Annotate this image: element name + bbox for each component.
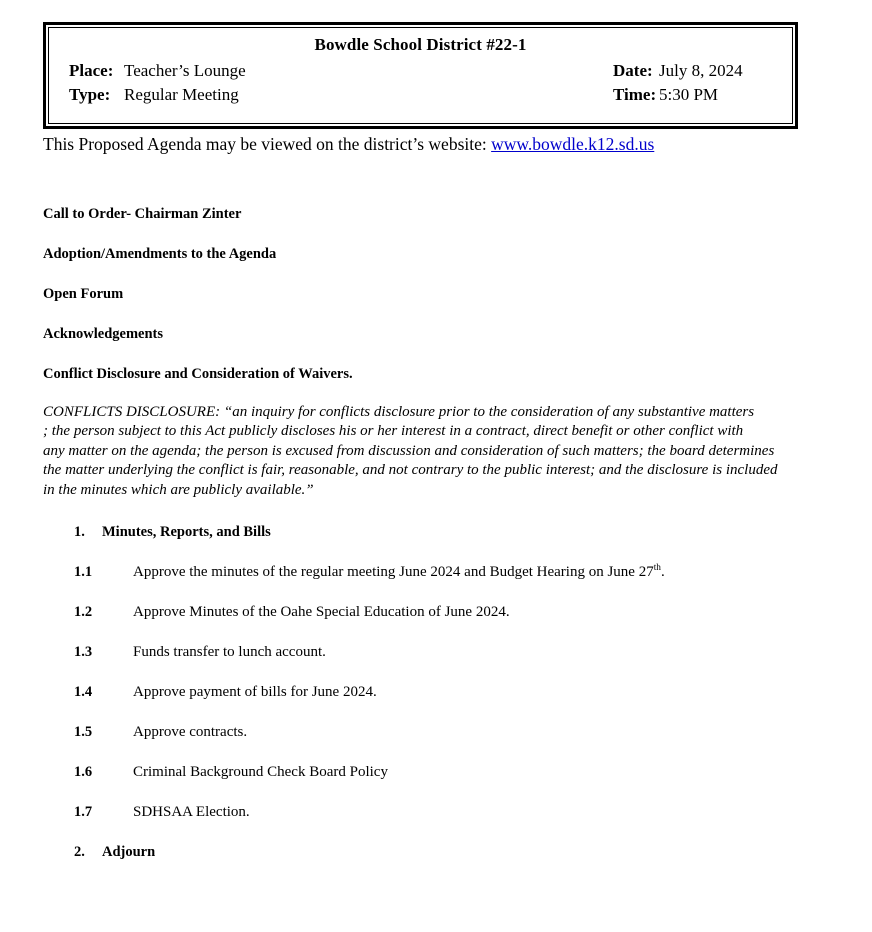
agenda-subitem-text: Approve Minutes of the Oahe Special Education of June 2024. bbox=[133, 604, 510, 620]
place-label: Place: bbox=[69, 61, 114, 81]
conflicts-disclosure-paragraph bbox=[43, 403, 843, 500]
disclosure-line: ; the person subject to this Act publicly discloses his or her interest in a contract, direct benefit or other conflict with bbox=[43, 423, 744, 440]
agenda-subitem-1-1 bbox=[0, 563, 872, 603]
date-label: Date: bbox=[613, 61, 653, 81]
agenda-subitem-1-4 bbox=[0, 683, 872, 723]
agenda-subitem-number: 1.6 bbox=[74, 764, 93, 780]
district-website-link[interactable]: www.bowdle.k12.sd.us bbox=[491, 134, 655, 154]
disclosure-line: any matter on the agenda; the person is excused from discussion and consideration of such matters; the board determines bbox=[43, 442, 775, 459]
agenda-subitem-1-6 bbox=[0, 763, 872, 803]
meeting-header-box-inner bbox=[48, 27, 793, 124]
agenda-subitem-number: 1.5 bbox=[74, 724, 93, 740]
agenda-item-1-label: Minutes, Reports, and Bills bbox=[102, 524, 271, 540]
disclosure-line: the matter underlying the conflict is fair, reasonable, and not contrary to the public interest; and the disclosure is included bbox=[43, 462, 778, 479]
time-value: 5:30 PM bbox=[659, 85, 719, 105]
agenda-subitem-text: Criminal Background Check Board Policy bbox=[133, 764, 388, 780]
agenda-subitem-text: SDHSAA Election. bbox=[133, 804, 250, 820]
agenda-subitem-text: Approve payment of bills for June 2024. bbox=[133, 684, 377, 700]
agenda-subitem-number: 1.2 bbox=[74, 604, 93, 620]
agenda-subitem-text: Funds transfer to lunch account. bbox=[133, 644, 326, 660]
agenda-item-1-number: 1. bbox=[74, 524, 85, 540]
section-conflict-disclosure: Conflict Disclosure and Consideration of Waivers. bbox=[43, 366, 353, 382]
section-headings bbox=[43, 205, 743, 405]
agenda-item-2-number: 2. bbox=[74, 844, 85, 860]
type-label: Type: bbox=[69, 85, 111, 105]
ordinal-suffix: th bbox=[653, 563, 661, 573]
meeting-details-right-column bbox=[613, 59, 743, 107]
meeting-header-box bbox=[43, 22, 798, 129]
agenda-item-2 bbox=[0, 843, 872, 883]
agenda-subitem-text bbox=[133, 563, 665, 582]
disclosure-line: in the minutes which are publicly available.” bbox=[43, 481, 314, 498]
date-row bbox=[613, 59, 743, 83]
agenda-item-1 bbox=[0, 523, 872, 563]
agenda-subitem-text-tail: . bbox=[660, 564, 665, 580]
agenda-subitem-1-3 bbox=[0, 643, 872, 683]
agenda-subitem-number: 1.3 bbox=[74, 644, 93, 660]
website-notice bbox=[43, 133, 654, 155]
website-notice-text: This Proposed Agenda may be viewed on the district’s website: bbox=[43, 134, 492, 154]
agenda-subitem-1-5 bbox=[0, 723, 872, 763]
type-value: Regular Meeting bbox=[124, 85, 239, 105]
agenda-subitem-text-main: Approve the minutes of the regular meeting June 2024 and Budget Hearing on June 27 bbox=[133, 564, 654, 580]
agenda-subitem-number: 1.7 bbox=[74, 804, 93, 820]
time-row bbox=[613, 83, 743, 107]
date-value: July 8, 2024 bbox=[659, 61, 743, 81]
agenda-subitem-number: 1.1 bbox=[74, 564, 93, 580]
agenda-subitem-1-2 bbox=[0, 603, 872, 643]
section-open-forum: Open Forum bbox=[43, 286, 124, 302]
agenda-subitem-1-7 bbox=[0, 803, 872, 843]
agenda-item-2-label: Adjourn bbox=[102, 844, 156, 860]
section-acknowledgements: Acknowledgements bbox=[43, 326, 164, 342]
section-call-to-order: Call to Order- Chairman Zinter bbox=[43, 206, 242, 222]
agenda-subitem-text: Approve contracts. bbox=[133, 724, 248, 740]
place-value: Teacher’s Lounge bbox=[124, 61, 246, 81]
meeting-details-grid bbox=[61, 59, 780, 109]
district-title: Bowdle School District #22-1 bbox=[314, 35, 527, 54]
section-adoption-amendments: Adoption/Amendments to the Agenda bbox=[43, 246, 277, 262]
disclosure-line: CONFLICTS DISCLOSURE: “an inquiry for conflicts disclosure prior to the consideration of any substantive matters bbox=[43, 404, 755, 420]
agenda-subitem-number: 1.4 bbox=[74, 684, 93, 700]
type-row bbox=[69, 83, 246, 107]
meeting-details-left-column bbox=[69, 59, 246, 107]
place-row bbox=[69, 59, 246, 83]
agenda-list bbox=[0, 523, 872, 883]
time-label: Time: bbox=[613, 85, 657, 105]
